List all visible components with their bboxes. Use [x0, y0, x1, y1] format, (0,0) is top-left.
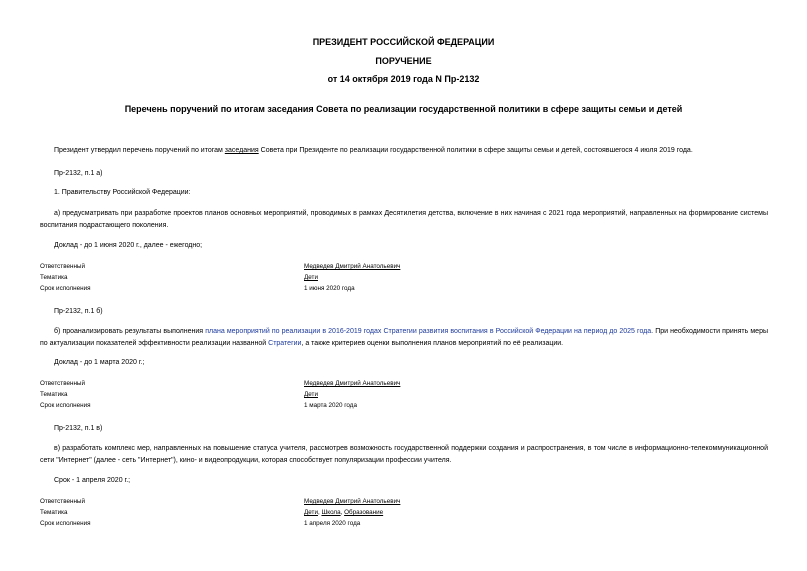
item-text-part: , а также критериев оценки выполнения планов мероприятий по её реализации. — [301, 340, 564, 347]
issuer-title: ПРЕЗИДЕНТ РОССИЙСКОЙ ФЕДЕРАЦИИ — [312, 37, 495, 47]
intro-text-after: Совета при Президенте по реализации государственной политики в сфере защиты семьи и детей, состоявшегося 4 июля 2019 года. — [258, 147, 693, 154]
document-date-number: от 14 октября 2019 года N Пр-2132 — [327, 74, 480, 84]
item-text-part: б) проанализировать результаты выполнения — [54, 328, 206, 335]
topic-link[interactable]: Дети — [304, 274, 318, 281]
item-report: Доклад - до 1 марта 2020 г.; — [54, 359, 145, 366]
item-text — [40, 326, 768, 350]
topic-link[interactable]: Школа — [321, 509, 341, 516]
topics — [304, 391, 318, 398]
topic-link[interactable]: Дети — [304, 391, 318, 398]
intro-text-before: Президент утвердил перечень поручений по итогам — [54, 147, 225, 154]
topics: Дети, Школа, Образование — [304, 509, 384, 516]
topics — [304, 274, 318, 281]
deadline-value: 1 июня 2020 года — [304, 285, 355, 292]
responsible-link[interactable]: Медведев Дмитрий Анатольевич — [304, 380, 401, 387]
item-code: Пр-2132, п.1 а) — [54, 170, 103, 177]
responsible-label: Ответственный — [40, 380, 85, 387]
item-report: Срок - 1 апреля 2020 г.; — [54, 477, 131, 484]
item-text — [40, 443, 768, 467]
responsible-label: Ответственный — [40, 263, 85, 270]
item-heading: 1. Правительству Российской Федерации: — [54, 189, 191, 196]
deadline-label: Срок исполнения — [40, 402, 91, 409]
deadline-label: Срок исполнения — [40, 520, 91, 527]
deadline-label: Срок исполнения — [40, 285, 91, 292]
document-type: ПОРУЧЕНИЕ — [375, 56, 432, 66]
item-report: Доклад - до 1 июня 2020 г., далее - ежегодно; — [54, 242, 203, 249]
topic-label: Тематика — [40, 509, 68, 516]
deadline-value: 1 марта 2020 года — [304, 402, 357, 409]
deadline-value: 1 апреля 2020 года — [304, 520, 361, 527]
topic-label: Тематика — [40, 274, 68, 281]
item-text-part: а) предусматривать при разработке проектов планов основных мероприятий, проводимых в рамках Десятилетия детства, включение в них начиная с 2021 года мероприятий, направленных на формирование системы воспитания подрастающего поколения. — [40, 210, 768, 229]
responsible-label: Ответственный — [40, 498, 85, 505]
document-title: Перечень поручений по итогам заседания Совета по реализации государственной политики в сфере защиты семьи и детей — [124, 104, 683, 114]
item-text-part: . При необходимости принять меры по актуализации показателей эффективности реализации названной — [40, 328, 768, 347]
strategy-link[interactable]: Стратегии — [268, 340, 302, 347]
topic-link[interactable]: Образование — [344, 509, 384, 516]
topic-label: Тематика — [40, 391, 68, 398]
item-text-part: в) разработать комплекс мер, направленных на повышение статуса учителя, рассмотрев возможность государственной поддержки создания и распространения, в том числе в информационно-телекоммуникационной сети "Интернет" (далее - сеть "Интернет"), кино- и видеопродукции, которая способствует популяризации профессии учителя. — [40, 445, 768, 464]
topic-link[interactable]: Дети — [304, 509, 318, 516]
responsible-link[interactable]: Медведев Дмитрий Анатольевич — [304, 263, 401, 270]
intro-link-meeting[interactable]: заседания — [224, 147, 259, 154]
item-code: Пр-2132, п.1 б) — [54, 308, 103, 315]
responsible-link[interactable]: Медведев Дмитрий Анатольевич — [304, 498, 401, 505]
strategy-plan-link[interactable]: плана мероприятий по реализации в 2016-2019 годах Стратегии развития воспитания в Российской Федерации на период до 2025 года — [205, 328, 652, 335]
intro-paragraph — [54, 145, 693, 157]
item-text — [40, 208, 768, 232]
item-code: Пр-2132, п.1 в) — [54, 425, 103, 432]
